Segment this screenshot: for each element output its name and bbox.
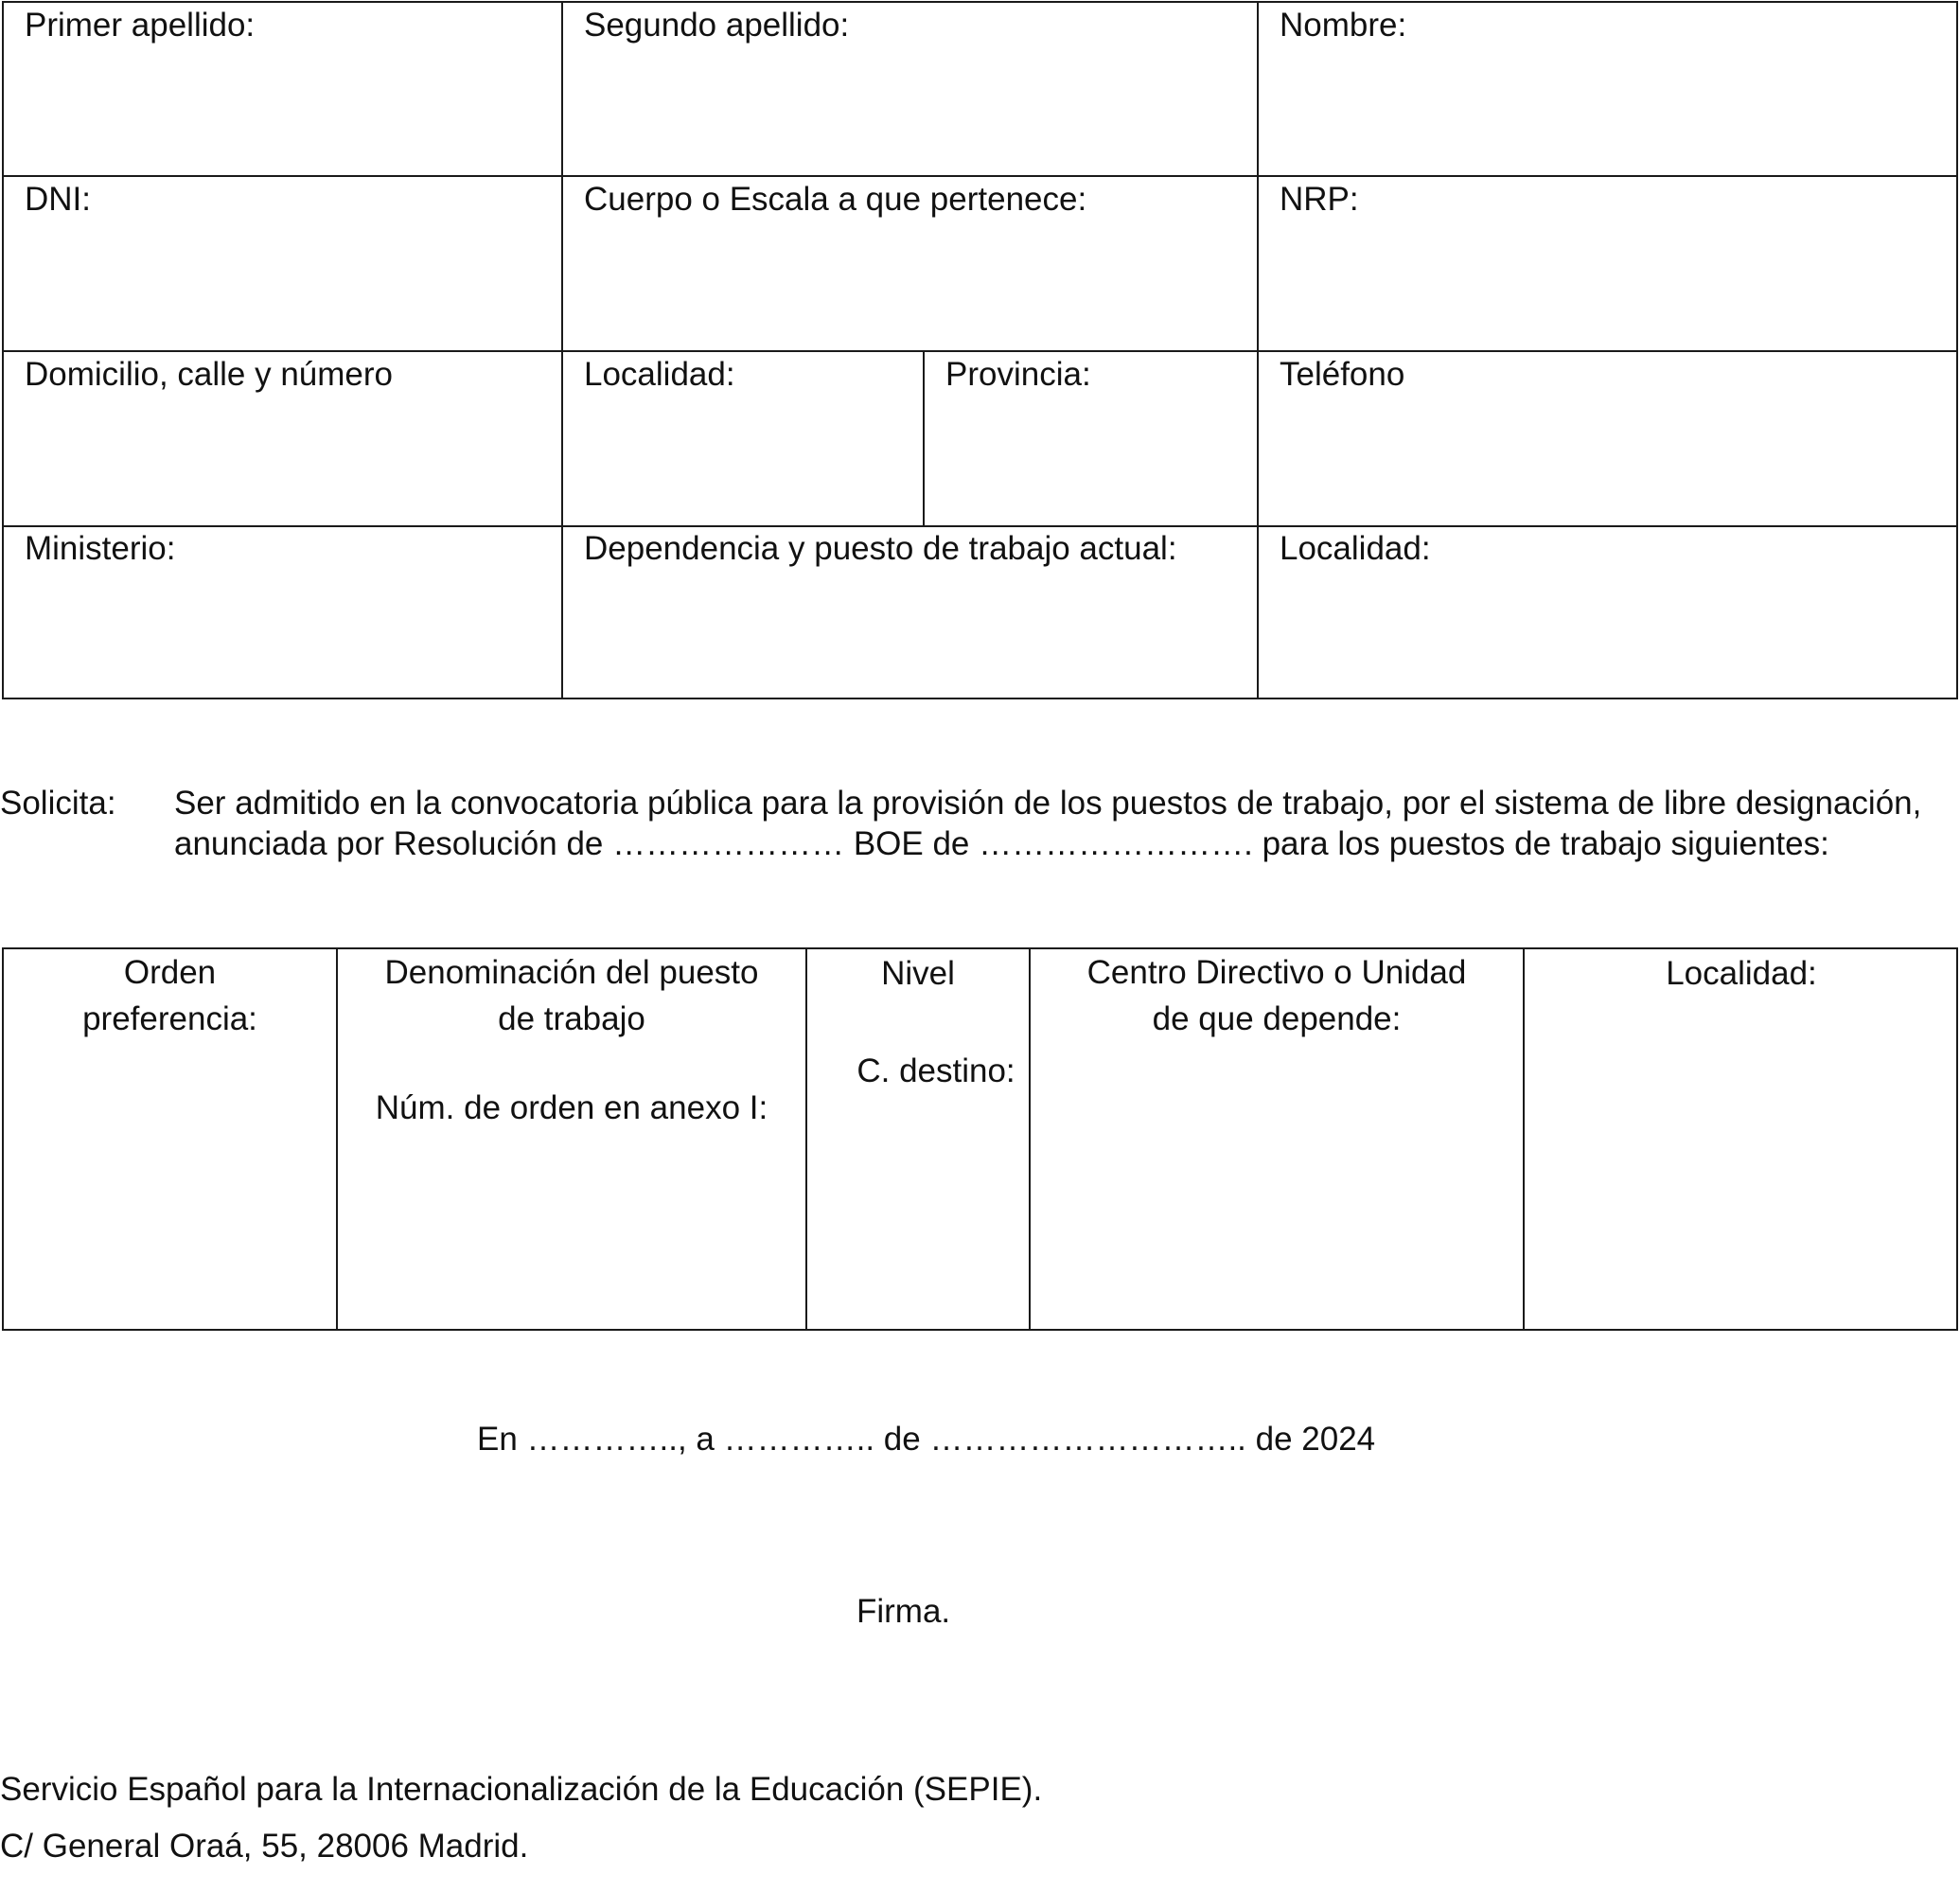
solicita-label: Solicita: [0, 785, 116, 822]
c-destino-header [825, 1048, 1047, 1094]
ministerio-field[interactable]: Ministerio: [25, 530, 176, 567]
nombre-field[interactable]: Nombre: [1280, 7, 1407, 44]
column-divider [805, 949, 807, 1329]
footer-organization: Servicio Español para la Internacionalización de la Educación (SEPIE). [0, 1771, 1043, 1808]
cuerpo-escala-field[interactable]: Cuerpo o Escala a que pertenece: [584, 181, 1087, 218]
personal-data-table [2, 1, 1958, 699]
footer-address: C/ General Oraá, 55, 28006 Madrid. [0, 1828, 529, 1865]
signature-label: Firma. [856, 1593, 951, 1630]
localidad-header [1525, 950, 1958, 997]
date-line: En ………….., a ………….. de ……………………….. de 2024 [477, 1421, 1376, 1458]
header-line: Nivel [881, 955, 955, 992]
header-line: preferencia: [82, 1000, 257, 1037]
row-divider [4, 525, 1956, 527]
column-divider [561, 3, 563, 698]
denominacion-puesto-header [338, 949, 805, 1042]
dni-field[interactable]: DNI: [25, 181, 91, 218]
num-orden-anexo-header [338, 1085, 805, 1131]
dependencia-puesto-field[interactable]: Dependencia y puesto de trabajo actual: [584, 530, 1177, 567]
primer-apellido-field[interactable]: Primer apellido: [25, 7, 256, 44]
header-line: Centro Directivo o Unidad [1086, 954, 1467, 991]
row-divider [4, 175, 1956, 177]
header-line: de que depende: [1152, 1000, 1402, 1037]
posts-table [2, 947, 1958, 1331]
header-line: Localidad: [1666, 955, 1817, 992]
centro-directivo-header [1031, 949, 1523, 1042]
column-divider [1257, 3, 1259, 698]
header-line: Orden [123, 954, 217, 991]
domicilio-field[interactable]: Domicilio, calle y número [25, 356, 394, 393]
column-divider [923, 350, 925, 525]
provincia-field[interactable]: Provincia: [945, 356, 1091, 393]
header-line: Núm. de orden en anexo I: [375, 1089, 768, 1126]
telefono-field[interactable]: Teléfono [1280, 356, 1405, 393]
localidad-actual-field[interactable]: Localidad: [1280, 530, 1431, 567]
nrp-field[interactable]: NRP: [1280, 181, 1359, 218]
localidad-field[interactable]: Localidad: [584, 356, 735, 393]
row-divider [4, 350, 1956, 352]
nivel-header [807, 950, 1029, 997]
header-line: Denominación del puesto [384, 954, 759, 991]
solicita-text: Ser admitido en la convocatoria pública para la provisión de los puestos de trabajo, por el sistema de libre designación, anunciada por Resolución de ………………… BOE de ……………………. para los puestos de trabajo siguientes: [174, 785, 1922, 862]
column-divider [1523, 949, 1525, 1329]
orden-preferencia-header [4, 949, 336, 1042]
header-line: de trabajo [498, 1000, 645, 1037]
header-line: C. destino: [856, 1052, 1015, 1089]
segundo-apellido-field[interactable]: Segundo apellido: [584, 7, 850, 44]
